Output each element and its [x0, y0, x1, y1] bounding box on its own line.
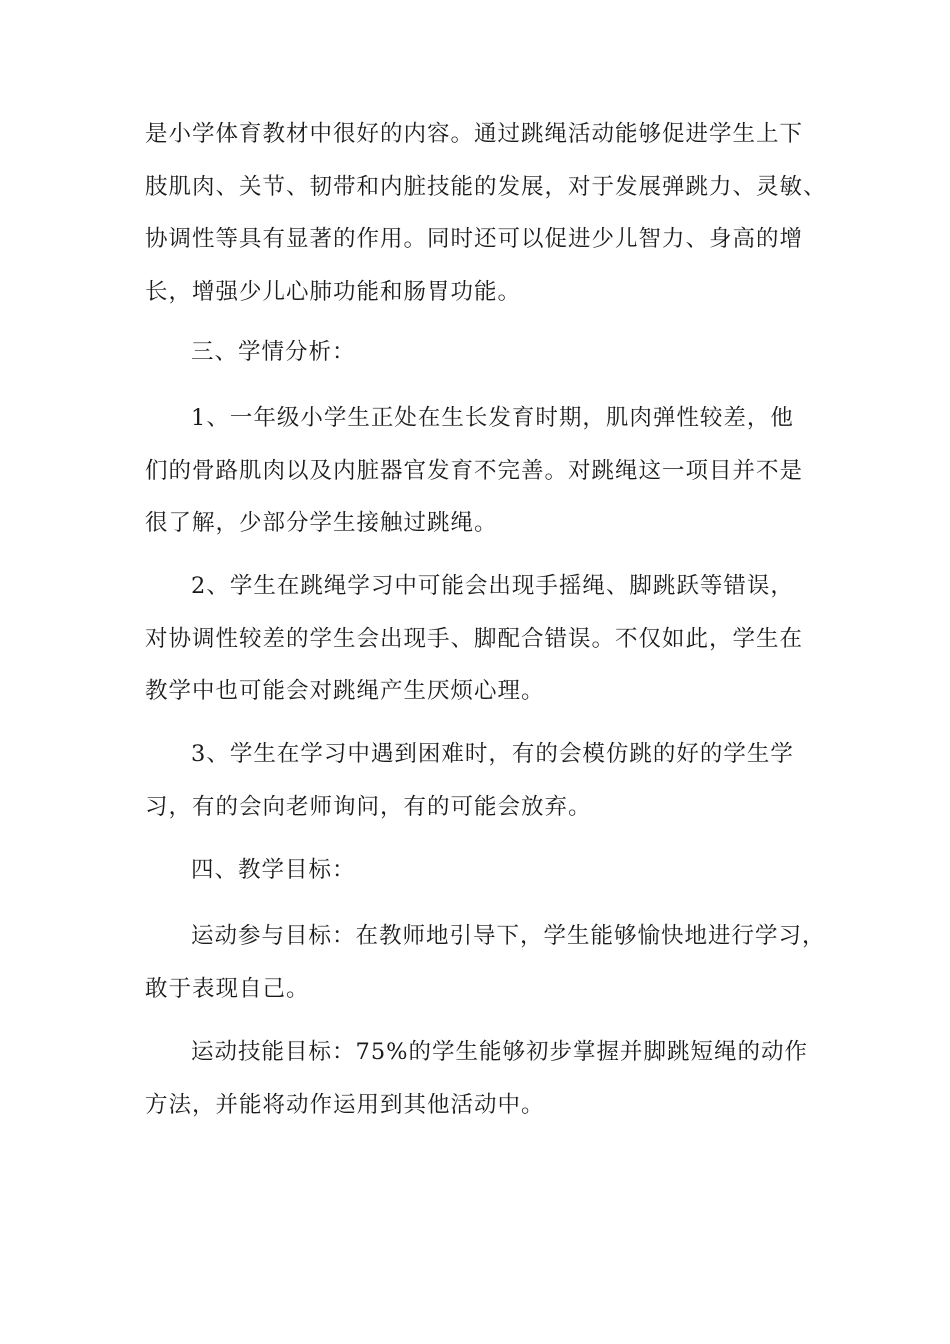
- paragraph-analysis-3: [145, 728, 810, 833]
- section-heading-student-analysis: [145, 326, 810, 379]
- text-line: 习，有的会向老师询问，有的可能会放弃。: [145, 793, 592, 820]
- section-heading-teaching-goals: [145, 844, 810, 897]
- text-line: 方法，并能将动作运用到其他活动中。: [145, 1091, 545, 1118]
- text-line: 2、学生在跳绳学习中可能会出现手摇绳、脚跳跃等错误，: [191, 573, 794, 599]
- text-line: 是小学体育教材中很好的内容。通过跳绳活动能够促进学生上下: [145, 121, 804, 147]
- text-line: 对协调性较差的学生会出现手、脚配合错误。不仅如此，学生在: [145, 625, 804, 652]
- paragraph-jump-rope-benefits: [145, 108, 827, 318]
- text-line: 1、一年级小学生正处在生长发育时期，肌肉弹性较差，他: [191, 405, 794, 431]
- text-line: 教学中也可能会对跳绳产生厌烦心理。: [145, 678, 545, 704]
- text-line: 们的骨路肌肉以及内脏器官发育不完善。对跳绳这一项目并不是: [145, 457, 804, 484]
- text-line: 肢肌肉、关节、韧带和内脏技能的发展，对于发展弹跳力、灵敏、: [145, 173, 827, 200]
- paragraph-participation-goal: [145, 910, 826, 1015]
- text-line: 协调性等具有显著的作用。同时还可以促进少儿智力、身高的增: [145, 226, 804, 252]
- text-line: 运动参与目标：在教师地引导下，学生能够愉快地进行学习，: [191, 923, 826, 949]
- text-line: 敢于表现自己。: [145, 975, 310, 1002]
- paragraph-analysis-1: [145, 392, 810, 550]
- section-heading: 三、学情分析：: [191, 339, 356, 365]
- section-heading: 四、教学目标：: [191, 857, 356, 883]
- text-line: 很了解，少部分学生接触过跳绳。: [145, 510, 498, 536]
- text-line: 3、学生在学习中遇到困难时，有的会模仿跳的好的学生学: [191, 741, 794, 767]
- text-line: 运动技能目标：75%的学生能够初步掌握并脚跳短绳的动作: [191, 1039, 809, 1065]
- text-line: 长，增强少儿心肺功能和肠胃功能。: [145, 278, 522, 305]
- paragraph-skill-goal: [145, 1026, 810, 1131]
- paragraph-analysis-2: [145, 560, 810, 718]
